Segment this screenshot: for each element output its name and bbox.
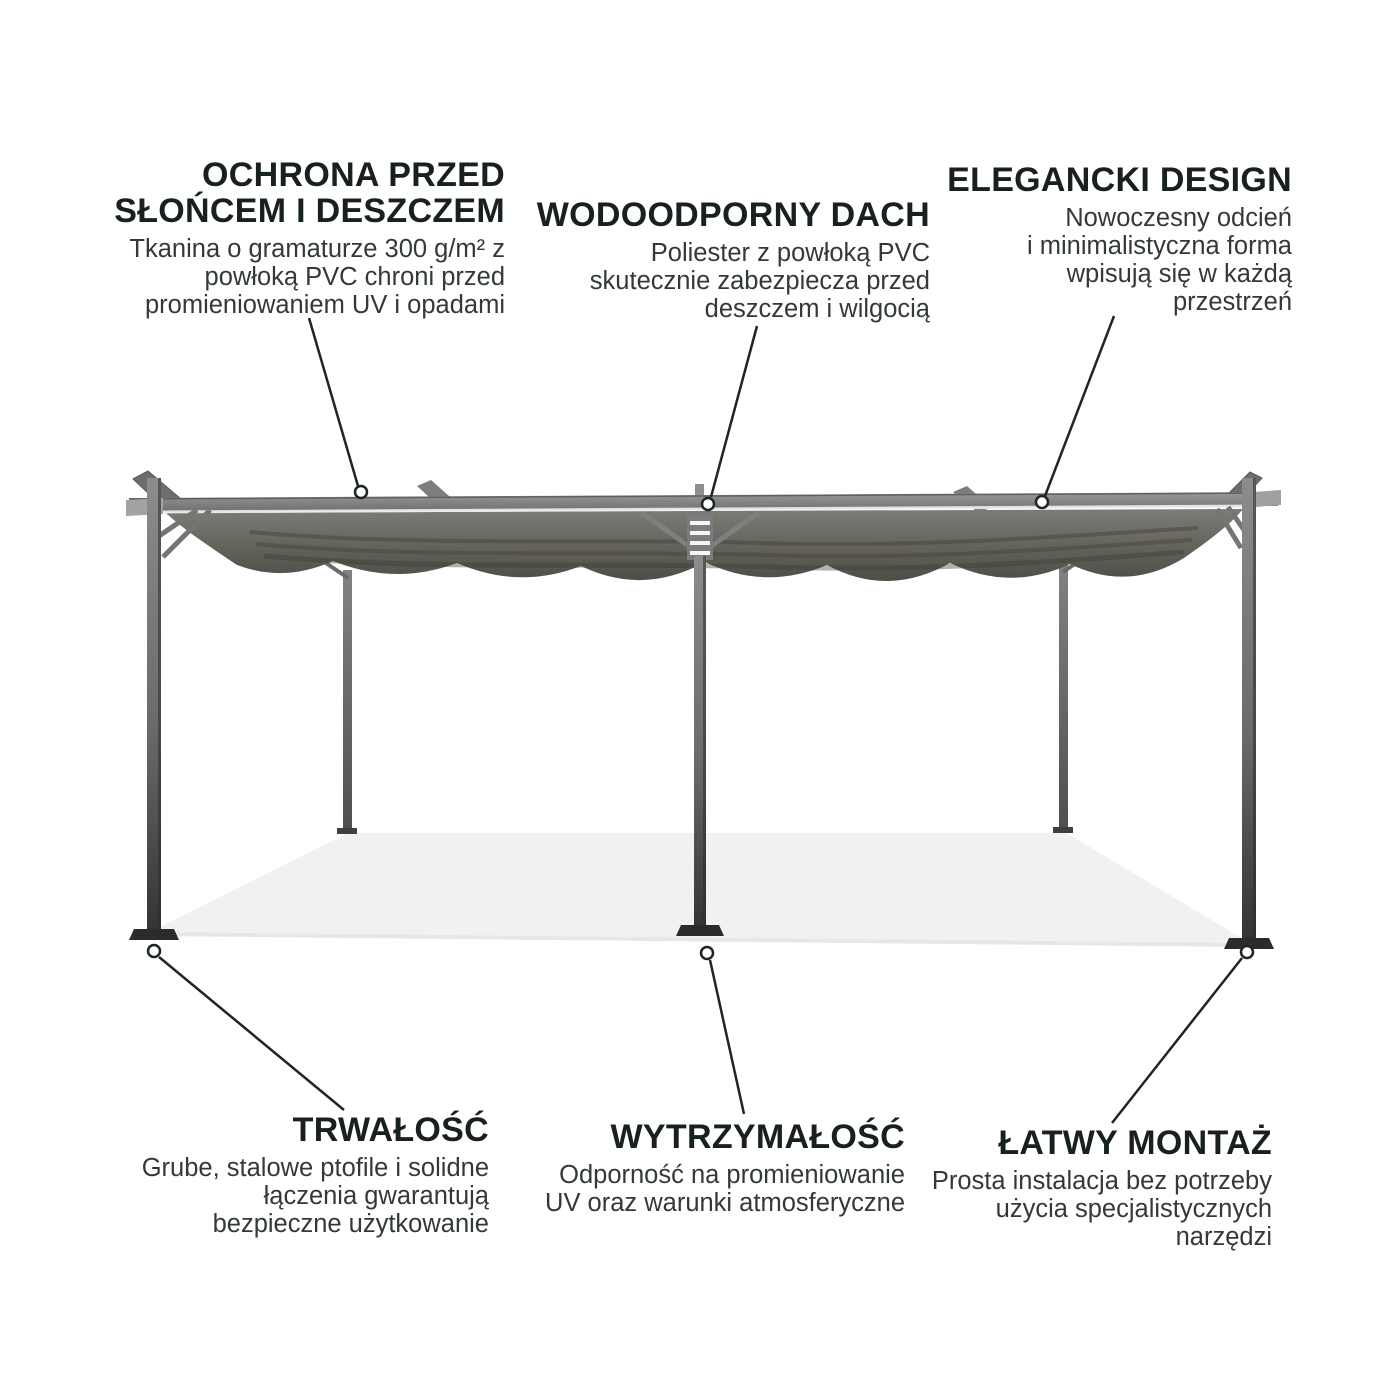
callout-easy-assembly — [1112, 946, 1253, 1123]
feature-title — [537, 197, 930, 233]
callout-elegant-design — [1036, 316, 1114, 508]
feature-description — [947, 204, 1292, 316]
feature-description-line: narzędzi — [1175, 1223, 1272, 1252]
pergola-post-front-right — [1224, 478, 1274, 949]
feature-title — [947, 162, 1292, 198]
feature-description-line: przestrzeń — [1172, 288, 1292, 317]
feature-description-line: Odporność na promieniowanie — [559, 1161, 905, 1190]
feature-description — [932, 1167, 1272, 1251]
feature-description-line: wpisują się w każdą — [1066, 260, 1292, 289]
pergola-post-back-left — [320, 559, 357, 834]
feature-title — [545, 1119, 905, 1155]
pergola-post-back-right — [1053, 555, 1088, 833]
feature-description — [545, 1161, 905, 1217]
feature-easy-assembly — [932, 1125, 1272, 1251]
feature-title-line: WODOODPORNY DACH — [536, 196, 930, 234]
feature-description — [114, 235, 505, 319]
callout-sun-rain — [309, 318, 367, 498]
feature-description-line: łączenia gwarantują — [263, 1182, 489, 1211]
feature-description-line: Poliester z powłoką PVC — [650, 239, 930, 268]
feature-description-line: skutecznie zabezpiecza przed — [589, 267, 930, 296]
feature-title — [114, 157, 505, 229]
feature-description-line: Prosta instalacja bez potrzeby — [931, 1167, 1272, 1196]
feature-title — [932, 1125, 1272, 1161]
callout-waterproof-roof — [702, 326, 757, 510]
feature-waterproof-roof — [537, 197, 930, 323]
feature-strength — [545, 1119, 905, 1217]
feature-description-line: Tkanina o gramaturze 300 g/m² z — [129, 235, 505, 264]
feature-title-line: ELEGANCKI DESIGN — [947, 161, 1292, 199]
feature-title-line: TRWAŁOŚĆ — [292, 1111, 489, 1149]
feature-description-line: UV oraz warunki atmosferyczne — [545, 1189, 905, 1218]
feature-description — [537, 239, 930, 323]
feature-title-line: SŁOŃCEM I DESZCZEM — [114, 192, 505, 231]
feature-title-line: ŁATWY MONTAŻ — [998, 1124, 1272, 1162]
feature-description-line: Nowoczesny odcień — [1065, 204, 1292, 233]
feature-description-line: deszczem i wilgocią — [704, 295, 930, 324]
feature-elegant-design — [947, 162, 1292, 316]
feature-description-line: powłoką PVC chroni przed — [204, 263, 505, 292]
feature-title-line: OCHRONA PRZED — [202, 156, 505, 194]
feature-description-line: promieniowaniem UV i opadami — [144, 291, 505, 320]
callout-durability — [148, 945, 344, 1110]
feature-durability — [142, 1112, 489, 1238]
feature-sun-rain-protection — [114, 157, 505, 319]
callout-strength — [701, 947, 744, 1114]
feature-description-line: i minimalistyczna forma — [1027, 232, 1292, 261]
feature-description-line: użycia specjalistycznych — [995, 1195, 1272, 1224]
feature-description — [142, 1154, 489, 1238]
feature-description-line: Grube, stalowe ptofile i solidne — [141, 1154, 489, 1183]
feature-description-line: bezpieczne użytkowanie — [212, 1210, 489, 1239]
feature-title — [142, 1112, 489, 1148]
feature-title-line: WYTRZYMAŁOŚĆ — [610, 1118, 905, 1156]
